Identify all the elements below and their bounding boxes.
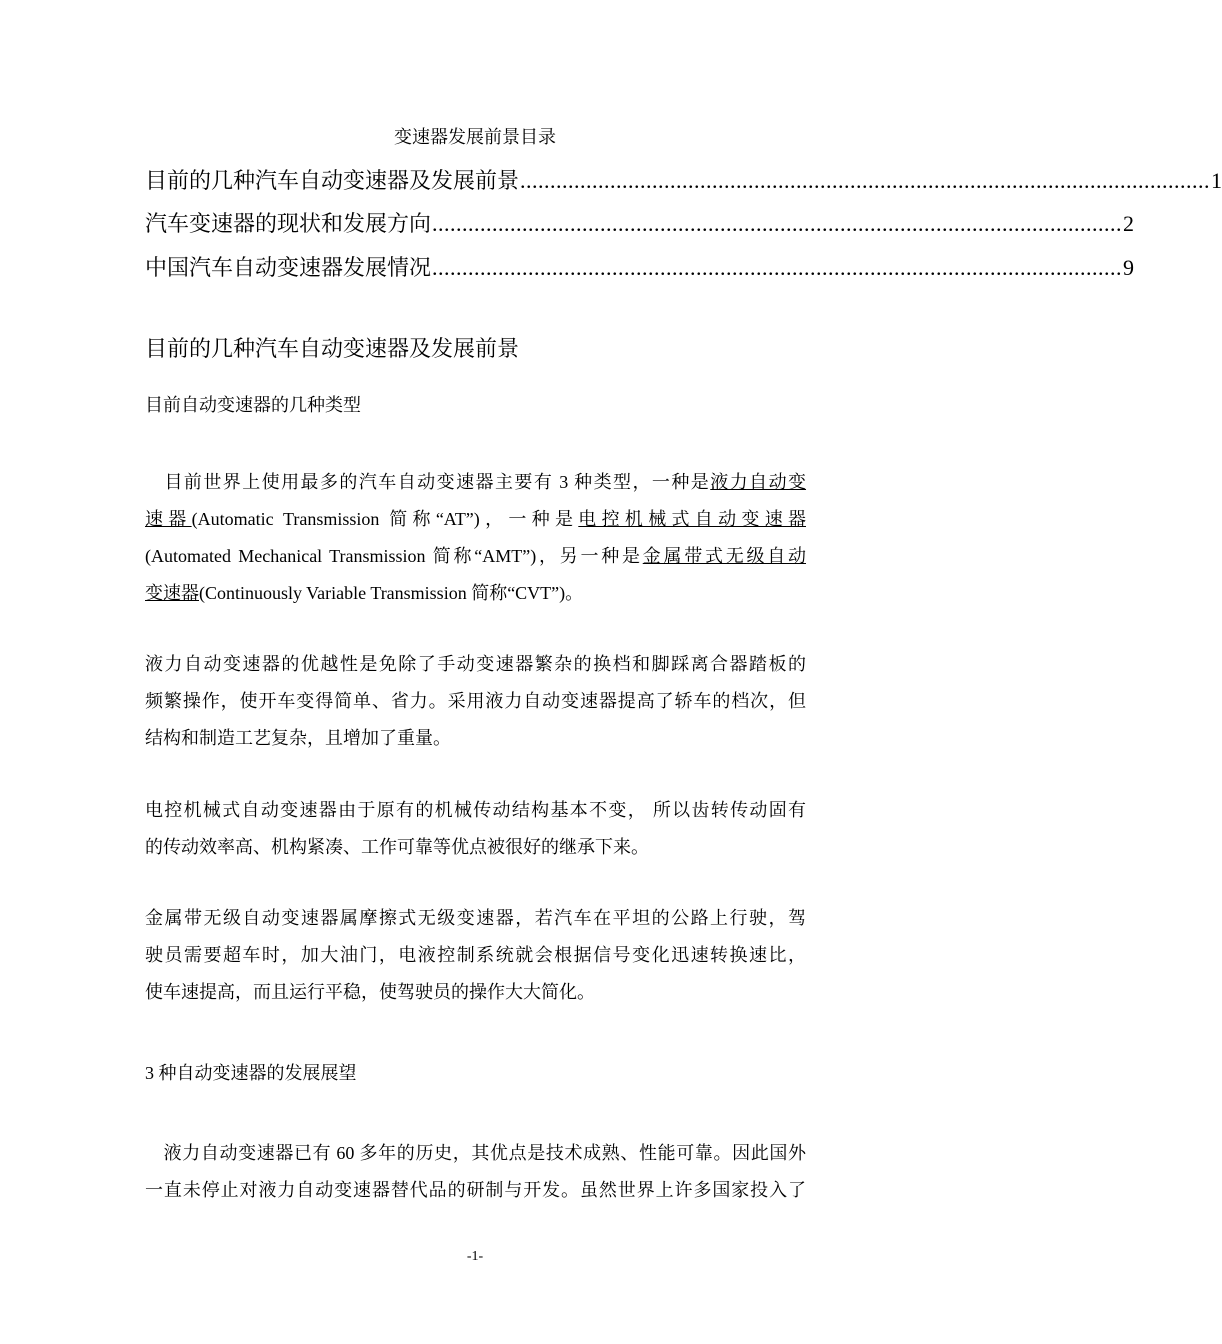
paragraph-line: 一直未停止对液力自动变速器替代品的研制与开发。虽然世界上许多国家投入了 — [145, 1180, 806, 1200]
text-run: 液力自动变速器已有 60 多年的历史，其优点是技术成熟、性能可靠。因此国外 — [163, 1143, 807, 1163]
toc-entry-1[interactable] — [145, 164, 1222, 198]
toc-title: 变速器发展前景目录 — [394, 127, 556, 147]
paragraph-line — [145, 575, 806, 612]
subheading-types: 目前自动变速器的几种类型 — [145, 395, 361, 415]
paragraph-line: 的传动效率高、机构紧凑、工作可靠等优点被很好的继承下来。 — [145, 837, 649, 857]
paragraph-line: 频繁操作，使开车变得简单、省力。采用液力自动变速器提高了轿车的档次，但 — [145, 691, 806, 711]
underlined-term: 液力自动变 — [710, 472, 807, 492]
toc-page-number: 2 — [1123, 211, 1135, 236]
toc-page-number: 9 — [1123, 255, 1135, 280]
section-heading: 目前的几种汽车自动变速器及发展前景 — [145, 336, 520, 361]
paragraph-line — [145, 538, 806, 575]
underlined-term: 速器 — [145, 509, 192, 529]
text-run: 目前世界上使用最多的汽车自动变速器主要有 3 种类型，一种是 — [164, 472, 711, 492]
paragraph-cvt — [145, 900, 806, 1011]
toc-leader-dots: ................................................................................................................... — [520, 168, 1211, 193]
underlined-term: 变速器 — [145, 583, 199, 603]
paragraph-outlook — [145, 1135, 806, 1209]
paragraph-line — [145, 464, 806, 501]
underlined-term: 金属带式无级自动 — [642, 546, 807, 566]
toc-entry-label: 目前的几种汽车自动变速器及发展前景 — [145, 168, 520, 193]
text-run: (Continuously Variable Transmission 简称“CVT”)。 — [199, 583, 584, 603]
toc-entry-3[interactable] — [145, 251, 1135, 285]
paragraph-line: 液力自动变速器的优越性是免除了手动变速器繁杂的换档和脚踩离合器踏板的 — [145, 654, 806, 674]
paragraph-line: 金属带无级自动变速器属摩擦式无级变速器，若汽车在平坦的公路上行驶，驾 — [145, 908, 806, 928]
paragraph-line: 结构和制造工艺复杂，且增加了重量。 — [145, 728, 451, 748]
text-run: (Automatic Transmission 简称“AT”)，一种是 — [191, 509, 579, 529]
paragraph-amt — [145, 792, 806, 866]
toc-entry-label: 中国汽车自动变速器发展情况 — [145, 255, 432, 280]
paragraph-line: 电控机械式自动变速器由于原有的机械传动结构基本不变， 所以齿转传动固有 — [145, 800, 806, 820]
paragraph-line: 驶员需要超车时，加大油门，电液控制系统就会根据信号变化迅速转换速比， — [145, 945, 806, 965]
toc-leader-dots: ................................................................................................................... — [432, 255, 1123, 280]
toc-entry-label: 汽车变速器的现状和发展方向 — [145, 211, 432, 236]
subheading-outlook: 3 种自动变速器的发展展望 — [145, 1063, 357, 1083]
page-number: -1- — [466, 1249, 484, 1264]
paragraph-line — [145, 501, 806, 538]
toc-page-number: 1 — [1211, 168, 1222, 193]
text-run: (Automated Mechanical Transmission 简称“AMT”)，另一种是 — [145, 546, 643, 566]
paragraph-line — [145, 1135, 806, 1172]
underlined-term: 电控机械式自动变速器 — [578, 509, 806, 529]
toc-entry-2[interactable] — [145, 207, 1135, 241]
paragraph-line: 使车速提高，而且运行平稳，使驾驶员的操作大大简化。 — [145, 982, 595, 1002]
paragraph-types — [145, 464, 806, 612]
paragraph-at — [145, 646, 806, 757]
toc-leader-dots: ................................................................................................................... — [432, 211, 1123, 236]
